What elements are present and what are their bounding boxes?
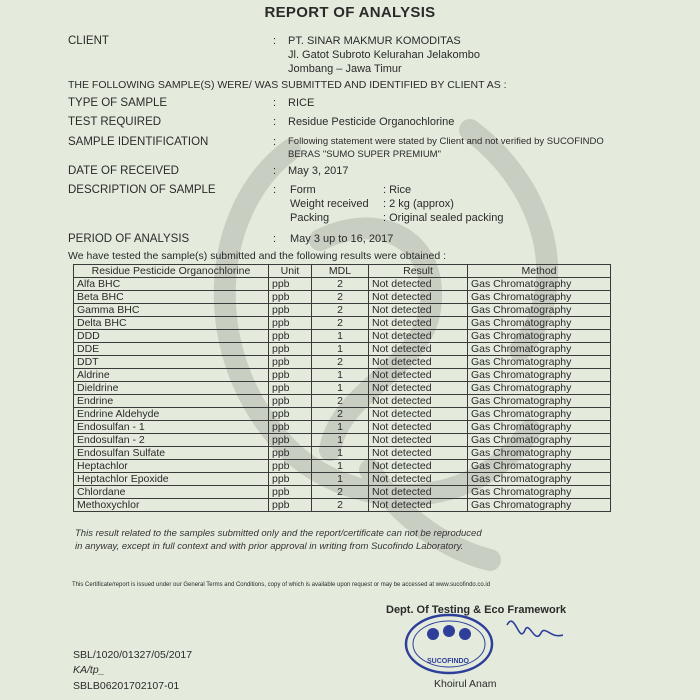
cell-result: Not detected bbox=[369, 304, 468, 317]
client-address-line1: Jl. Gatot Subroto Kelurahan Jelakombo bbox=[288, 49, 481, 61]
cell-mdl: 2 bbox=[312, 317, 369, 330]
table-row bbox=[74, 460, 611, 473]
cell-result: Not detected bbox=[369, 421, 468, 434]
cell-method: Gas Chromatography bbox=[468, 304, 611, 317]
cell-method: Gas Chromatography bbox=[468, 447, 611, 460]
cell-unit: ppb bbox=[269, 278, 312, 291]
cell-result: Not detected bbox=[369, 499, 468, 512]
cell-residue: Delta BHC bbox=[74, 317, 269, 330]
table-row bbox=[74, 278, 611, 291]
cell-result: Not detected bbox=[369, 291, 468, 304]
cell-result: Not detected bbox=[369, 486, 468, 499]
form-label: Form bbox=[290, 184, 316, 196]
cell-mdl: 2 bbox=[312, 486, 369, 499]
date-received-colon: : bbox=[273, 165, 277, 177]
table-row bbox=[74, 356, 611, 369]
cell-method: Gas Chromatography bbox=[468, 317, 611, 330]
cell-method: Gas Chromatography bbox=[468, 395, 611, 408]
header-method: Method bbox=[468, 265, 611, 278]
cell-mdl: 1 bbox=[312, 382, 369, 395]
form-value: : Rice bbox=[383, 184, 412, 196]
table-row bbox=[74, 395, 611, 408]
cell-method: Gas Chromatography bbox=[468, 356, 611, 369]
reference-number: SBL/1020/01327/05/2017 bbox=[73, 649, 193, 661]
sample-identification-line2: BERAS "SUMO SUPER PREMIUM" bbox=[288, 149, 441, 160]
table-row bbox=[74, 421, 611, 434]
sample-identification-label: SAMPLE IDENTIFICATION bbox=[68, 136, 209, 148]
cell-method: Gas Chromatography bbox=[468, 434, 611, 447]
table-row bbox=[74, 343, 611, 356]
cell-result: Not detected bbox=[369, 447, 468, 460]
table-row bbox=[74, 408, 611, 421]
cell-residue: Endosulfan Sulfate bbox=[74, 447, 269, 460]
cell-result: Not detected bbox=[369, 434, 468, 447]
table-row bbox=[74, 434, 611, 447]
cell-residue: DDE bbox=[74, 343, 269, 356]
cell-mdl: 1 bbox=[312, 421, 369, 434]
cell-residue: Methoxychlor bbox=[74, 499, 269, 512]
cell-mdl: 2 bbox=[312, 291, 369, 304]
results-table bbox=[73, 264, 611, 512]
cell-method: Gas Chromatography bbox=[468, 408, 611, 421]
type-of-sample-label: TYPE OF SAMPLE bbox=[68, 97, 168, 109]
sample-identification-colon: : bbox=[273, 136, 277, 148]
results-intro: We have tested the sample(s) submitted and the following results were obtained : bbox=[68, 250, 447, 262]
cell-mdl: 2 bbox=[312, 408, 369, 421]
table-row bbox=[74, 447, 611, 460]
cell-residue: Heptachlor Epoxide bbox=[74, 473, 269, 486]
cell-method: Gas Chromatography bbox=[468, 343, 611, 356]
cell-method: Gas Chromatography bbox=[468, 278, 611, 291]
cell-mdl: 1 bbox=[312, 460, 369, 473]
description-label: DESCRIPTION OF SAMPLE bbox=[68, 184, 216, 196]
cell-residue: Aldrine bbox=[74, 369, 269, 382]
header-mdl: MDL bbox=[312, 265, 369, 278]
weight-label: Weight received bbox=[290, 198, 369, 210]
terms-note: This Certificate/report is issued under our General Terms and Conditions, copy of which is available upon request or may be accessed at www.sucofindo.co.id bbox=[72, 582, 491, 588]
period-value: May 3 up to 16, 2017 bbox=[290, 233, 394, 245]
signatory-name: Khoirul Anam bbox=[434, 678, 497, 690]
cell-result: Not detected bbox=[369, 460, 468, 473]
cell-unit: ppb bbox=[269, 447, 312, 460]
date-received-value: May 3, 2017 bbox=[288, 165, 349, 177]
cell-residue: Dieldrine bbox=[74, 382, 269, 395]
cell-residue: Endosulfan - 1 bbox=[74, 421, 269, 434]
results-header-row bbox=[74, 265, 611, 278]
table-row bbox=[74, 486, 611, 499]
description-colon: : bbox=[273, 184, 277, 196]
period-colon: : bbox=[273, 233, 277, 245]
cell-mdl: 1 bbox=[312, 447, 369, 460]
cell-residue: Gamma BHC bbox=[74, 304, 269, 317]
cell-unit: ppb bbox=[269, 382, 312, 395]
cell-mdl: 2 bbox=[312, 304, 369, 317]
cell-method: Gas Chromatography bbox=[468, 421, 611, 434]
cell-residue: DDT bbox=[74, 356, 269, 369]
cell-unit: ppb bbox=[269, 291, 312, 304]
client-address-line2: Jombang – Jawa Timur bbox=[288, 63, 402, 75]
cell-result: Not detected bbox=[369, 408, 468, 421]
cell-residue: Endrine bbox=[74, 395, 269, 408]
date-received-label: DATE OF RECEIVED bbox=[68, 165, 179, 177]
cell-unit: ppb bbox=[269, 408, 312, 421]
disclaimer-line1: This result related to the samples submitted only and the report/certificate can not be reproduced bbox=[75, 528, 482, 539]
type-of-sample-value: RICE bbox=[288, 97, 315, 109]
cell-unit: ppb bbox=[269, 421, 312, 434]
report-title: REPORT OF ANALYSIS bbox=[264, 4, 436, 21]
table-row bbox=[74, 304, 611, 317]
table-row bbox=[74, 473, 611, 486]
cell-mdl: 2 bbox=[312, 395, 369, 408]
period-label: PERIOD OF ANALYSIS bbox=[68, 233, 190, 245]
cell-result: Not detected bbox=[369, 356, 468, 369]
table-row bbox=[74, 317, 611, 330]
header-residue: Residue Pesticide Organochlorine bbox=[74, 265, 269, 278]
cell-unit: ppb bbox=[269, 369, 312, 382]
cell-unit: ppb bbox=[269, 499, 312, 512]
cell-result: Not detected bbox=[369, 278, 468, 291]
table-row bbox=[74, 291, 611, 304]
cell-residue: Beta BHC bbox=[74, 291, 269, 304]
client-colon: : bbox=[273, 35, 277, 47]
header-unit: Unit bbox=[269, 265, 312, 278]
cell-mdl: 2 bbox=[312, 356, 369, 369]
cell-unit: ppb bbox=[269, 317, 312, 330]
cell-mdl: 1 bbox=[312, 330, 369, 343]
department-name: Dept. Of Testing & Eco Framework bbox=[386, 604, 567, 616]
cell-method: Gas Chromatography bbox=[468, 486, 611, 499]
cell-unit: ppb bbox=[269, 486, 312, 499]
cell-method: Gas Chromatography bbox=[468, 499, 611, 512]
cell-residue: Alfa BHC bbox=[74, 278, 269, 291]
cell-method: Gas Chromatography bbox=[468, 330, 611, 343]
cell-method: Gas Chromatography bbox=[468, 291, 611, 304]
packing-value: : Original sealed packing bbox=[383, 212, 504, 224]
cell-unit: ppb bbox=[269, 473, 312, 486]
cell-mdl: 1 bbox=[312, 434, 369, 447]
disclaimer-line2: in anyway, except in full context and with prior approval in writing from Sucofindo Laboratory. bbox=[75, 541, 464, 552]
client-name: PT. SINAR MAKMUR KOMODITAS bbox=[288, 35, 461, 47]
cell-unit: ppb bbox=[269, 330, 312, 343]
cell-method: Gas Chromatography bbox=[468, 460, 611, 473]
cell-result: Not detected bbox=[369, 369, 468, 382]
signature-icon bbox=[505, 605, 565, 655]
cell-residue: Endosulfan - 2 bbox=[74, 434, 269, 447]
cell-result: Not detected bbox=[369, 317, 468, 330]
cell-result: Not detected bbox=[369, 343, 468, 356]
reference-initials: KA/tp_ bbox=[73, 664, 105, 676]
cell-residue: Heptachlor bbox=[74, 460, 269, 473]
client-label: CLIENT bbox=[68, 35, 109, 47]
cell-result: Not detected bbox=[369, 473, 468, 486]
cell-mdl: 2 bbox=[312, 499, 369, 512]
cell-unit: ppb bbox=[269, 356, 312, 369]
cell-residue: Chlordane bbox=[74, 486, 269, 499]
cell-residue: Endrine Aldehyde bbox=[74, 408, 269, 421]
cell-unit: ppb bbox=[269, 460, 312, 473]
cell-method: Gas Chromatography bbox=[468, 369, 611, 382]
cell-unit: ppb bbox=[269, 343, 312, 356]
cell-result: Not detected bbox=[369, 395, 468, 408]
cell-residue: DDD bbox=[74, 330, 269, 343]
sample-identification-line1: Following statement were stated by Client and not verified by SUCOFINDO bbox=[288, 136, 604, 147]
cell-mdl: 1 bbox=[312, 343, 369, 356]
cell-unit: ppb bbox=[269, 304, 312, 317]
cell-method: Gas Chromatography bbox=[468, 382, 611, 395]
sucofindo-stamp-icon bbox=[403, 612, 495, 676]
stamp-label: SUCOFINDO bbox=[427, 658, 469, 665]
cell-unit: ppb bbox=[269, 434, 312, 447]
packing-label: Packing bbox=[290, 212, 330, 224]
cell-result: Not detected bbox=[369, 382, 468, 395]
cell-mdl: 1 bbox=[312, 473, 369, 486]
type-of-sample-colon: : bbox=[273, 97, 277, 109]
cell-unit: ppb bbox=[269, 395, 312, 408]
test-required-value: Residue Pesticide Organochlorine bbox=[288, 116, 455, 128]
reference-code: SBLB06201702107-01 bbox=[73, 680, 180, 692]
table-row bbox=[74, 382, 611, 395]
table-row bbox=[74, 330, 611, 343]
test-required-colon: : bbox=[273, 116, 277, 128]
table-row bbox=[74, 499, 611, 512]
cell-mdl: 1 bbox=[312, 369, 369, 382]
submission-intro: THE FOLLOWING SAMPLE(S) WERE/ WAS SUBMITTED AND IDENTIFIED BY CLIENT AS : bbox=[68, 79, 507, 91]
results-body bbox=[74, 278, 611, 512]
weight-value: : 2 kg (approx) bbox=[383, 198, 454, 210]
cell-mdl: 2 bbox=[312, 278, 369, 291]
table-row bbox=[74, 369, 611, 382]
cell-method: Gas Chromatography bbox=[468, 473, 611, 486]
test-required-label: TEST REQUIRED bbox=[68, 116, 162, 128]
cell-result: Not detected bbox=[369, 330, 468, 343]
header-result: Result bbox=[369, 265, 468, 278]
